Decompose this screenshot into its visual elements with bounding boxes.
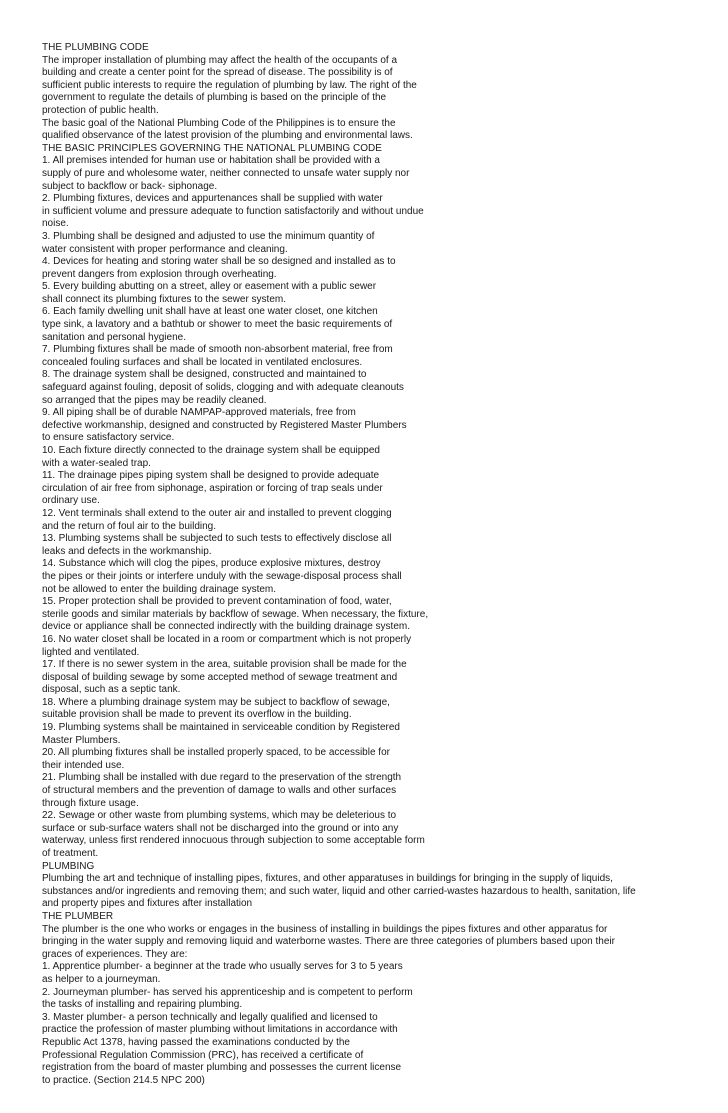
text-line: through fixture usage. bbox=[42, 797, 139, 809]
text-line: 3. Master plumber- a person technically and legally qualified and licensed to bbox=[42, 1011, 378, 1023]
text-line: of treatment. bbox=[42, 848, 99, 859]
text-line: sanitation and personal hygiene. bbox=[42, 331, 186, 343]
text-line: 20. All plumbing fixtures shall be installed properly spaced, to be accessible for bbox=[42, 747, 390, 759]
text-line: safeguard against fouling, deposit of solids, clogging and with adequate cleanouts bbox=[42, 382, 404, 394]
text-line: noise. bbox=[42, 218, 69, 230]
text-line: their intended use. bbox=[42, 759, 125, 771]
text-line: concealed fouling surfaces and shall be located in ventilated enclosures. bbox=[42, 356, 363, 368]
text-line: 21. Plumbing shall be installed with due regard to the preservation of the strength bbox=[42, 772, 402, 784]
text-line: defective workmanship, designed and constructed by Registered Master Plumbers bbox=[42, 419, 407, 431]
text-line: device or appliance shall be connected indirectly with the building drainage system. bbox=[42, 621, 410, 633]
text-line: to practice. (Section 214.5 NPC 200) bbox=[42, 1074, 205, 1086]
text-line: 1. Apprentice plumber- a beginner at the trade who usually serves for 3 to 5 years bbox=[42, 961, 403, 973]
text-line: not be allowed to enter the building drainage system. bbox=[42, 583, 277, 595]
text-line: 18. Where a plumbing drainage system may be subject to backflow of sewage, bbox=[42, 696, 390, 708]
text-line: bringing in the water supply and removing liquid and waterborne wastes. There are three categories of plumbers based upon their bbox=[42, 936, 615, 948]
text-line: lighted and ventilated. bbox=[42, 646, 140, 658]
text-line: 2. Journeyman plumber- has served his apprenticeship and is competent to perform bbox=[42, 986, 413, 998]
text-line: in sufficient volume and pressure adequate to function satisfactorily and without undue bbox=[42, 205, 424, 217]
text-line: THE PLUMBER bbox=[42, 910, 114, 922]
text-line: water consistent with proper performance and cleaning. bbox=[42, 243, 288, 255]
text-line: to ensure satisfactory service. bbox=[42, 432, 175, 444]
text-line: The plumber is the one who works or engages in the business of installing in buildings the pipes fixtures and other apparatus for bbox=[42, 923, 608, 935]
text-line: government to regulate the details of plumbing is based on the principle of the bbox=[42, 92, 387, 104]
text-line: THE BASIC PRINCIPLES GOVERNING THE NATIONAL PLUMBING CODE bbox=[42, 142, 382, 154]
text-line: Professional Regulation Commission (PRC), has received a certificate of bbox=[42, 1049, 364, 1061]
text-line: circulation of air free from siphonage, aspiration or forcing of trap seals under bbox=[42, 482, 383, 494]
text-line: disposal, such as a septic tank. bbox=[42, 684, 181, 696]
text-line: shall connect its plumbing fixtures to the sewer system. bbox=[42, 293, 286, 305]
text-line: 22. Sewage or other waste from plumbing systems, which may be deleterious to bbox=[42, 810, 397, 822]
text-line: 1. All premises intended for human use or habitation shall be provided with a bbox=[42, 155, 380, 167]
text-line: 2. Plumbing fixtures, devices and appurtenances shall be supplied with water bbox=[42, 193, 383, 205]
text-line: type sink, a lavatory and a bathtub or shower to meet the basic requirements of bbox=[42, 319, 393, 331]
text-line: 14. Substance which will clog the pipes, produce explosive mixtures, destroy bbox=[42, 558, 381, 570]
text-line: of structural members and the prevention of damage to walls and other surfaces bbox=[42, 785, 397, 797]
text-line: building and create a center point for the spread of disease. The possibility is of bbox=[42, 67, 393, 79]
document-body bbox=[42, 42, 722, 1087]
text-line: sterile goods and similar materials by backflow of sewage. When necessary, the fixture, bbox=[42, 608, 429, 620]
text-line: suitable provision shall be made to prevent its overflow in the building. bbox=[42, 709, 352, 721]
text-line: 12. Vent terminals shall extend to the outer air and installed to prevent clogging bbox=[42, 507, 392, 519]
text-line: substances and/or ingredients and removing them; and such water, liquid and other carried-wastes hazardous to health, sanitation, life bbox=[42, 885, 636, 897]
text-line: surface or sub-surface waters shall not be discharged into the ground or into any bbox=[42, 822, 399, 834]
text-line: Plumbing the art and technique of installing pipes, fixtures, and other apparatuses in buildings for bringing in the supply of liquids, bbox=[42, 873, 613, 885]
text-line: 9. All piping shall be of durable NAMPAP-approved materials, free from bbox=[42, 407, 356, 419]
text-line: practice the profession of master plumbing without limitations in accordance with bbox=[42, 1024, 398, 1036]
text-line: so arranged that the pipes may be readily cleaned. bbox=[42, 394, 267, 406]
text-line: 16. No water closet shall be located in a room or compartment which is not properly bbox=[42, 633, 412, 645]
text-line: 19. Plumbing systems shall be maintained in serviceable condition by Registered bbox=[42, 722, 400, 734]
text-line: sufficient public interests to require the regulation of plumbing by law. The right of the bbox=[42, 79, 417, 91]
text-line: 17. If there is no sewer system in the area, suitable provision shall be made for the bbox=[42, 659, 407, 671]
text-line: THE PLUMBING CODE bbox=[42, 42, 149, 53]
text-line: and property pipes and fixtures after installation bbox=[42, 898, 253, 910]
text-line: ordinary use. bbox=[42, 495, 100, 507]
text-line: 3. Plumbing shall be designed and adjusted to use the minimum quantity of bbox=[42, 230, 375, 242]
text-line: subject to backflow or back- siphonage. bbox=[42, 180, 218, 192]
text-line: waterway, unless first rendered innocuous through subjection to some acceptable form bbox=[42, 835, 425, 847]
text-line: disposal of building sewage by some accepted method of sewage treatment and bbox=[42, 671, 398, 683]
text-line: graces of experiences. They are: bbox=[42, 948, 188, 960]
text-line: as helper to a journeyman. bbox=[42, 973, 161, 985]
text-line: 11. The drainage pipes piping system shall be designed to provide adequate bbox=[42, 470, 380, 482]
text-line: 7. Plumbing fixtures shall be made of smooth non-absorbent material, free from bbox=[42, 344, 393, 356]
text-line: 6. Each family dwelling unit shall have at least one water closet, one kitchen bbox=[42, 306, 378, 318]
text-line: leaks and defects in the workmanship. bbox=[42, 545, 212, 557]
text-line: Master Plumbers. bbox=[42, 734, 121, 746]
text-line: 10. Each fixture directly connected to the drainage system shall be equipped bbox=[42, 445, 380, 456]
text-line: and the return of foul air to the building. bbox=[42, 520, 217, 532]
text-line: registration from the board of master plumbing and possesses the current license bbox=[42, 1062, 402, 1074]
text-line: the tasks of installing and repairing plumbing. bbox=[42, 999, 243, 1011]
text-line: The basic goal of the National Plumbing Code of the Philippines is to ensure the bbox=[42, 117, 396, 129]
text-line: qualified observance of the latest provision of the plumbing and environmental laws. bbox=[42, 130, 413, 142]
text-line: protection of public health. bbox=[42, 104, 159, 116]
text-line: prevent dangers from explosion through overheating. bbox=[42, 268, 277, 280]
text-line: PLUMBING bbox=[42, 860, 95, 872]
text-line: The improper installation of plumbing may affect the health of the occupants of a bbox=[42, 54, 398, 66]
text-line: 15. Proper protection shall be provided to prevent contamination of food, water, bbox=[42, 596, 392, 608]
text-line: with a water-sealed trap. bbox=[42, 457, 151, 469]
text-line: supply of pure and wholesome water, neither connected to unsafe water supply nor bbox=[42, 167, 410, 179]
text-line: the pipes or their joints or interfere unduly with the sewage-disposal process shall bbox=[42, 570, 402, 582]
text-line: 5. Every building abutting on a street, alley or easement with a public sewer bbox=[42, 281, 377, 293]
text-line: Republic Act 1378, having passed the examinations conducted by the bbox=[42, 1036, 350, 1048]
text-line: 8. The drainage system shall be designed, constructed and maintained to bbox=[42, 369, 367, 381]
text-line: 13. Plumbing systems shall be subjected to such tests to effectively disclose all bbox=[42, 533, 392, 545]
text-line: 4. Devices for heating and storing water shall be so designed and installed as to bbox=[42, 256, 396, 268]
